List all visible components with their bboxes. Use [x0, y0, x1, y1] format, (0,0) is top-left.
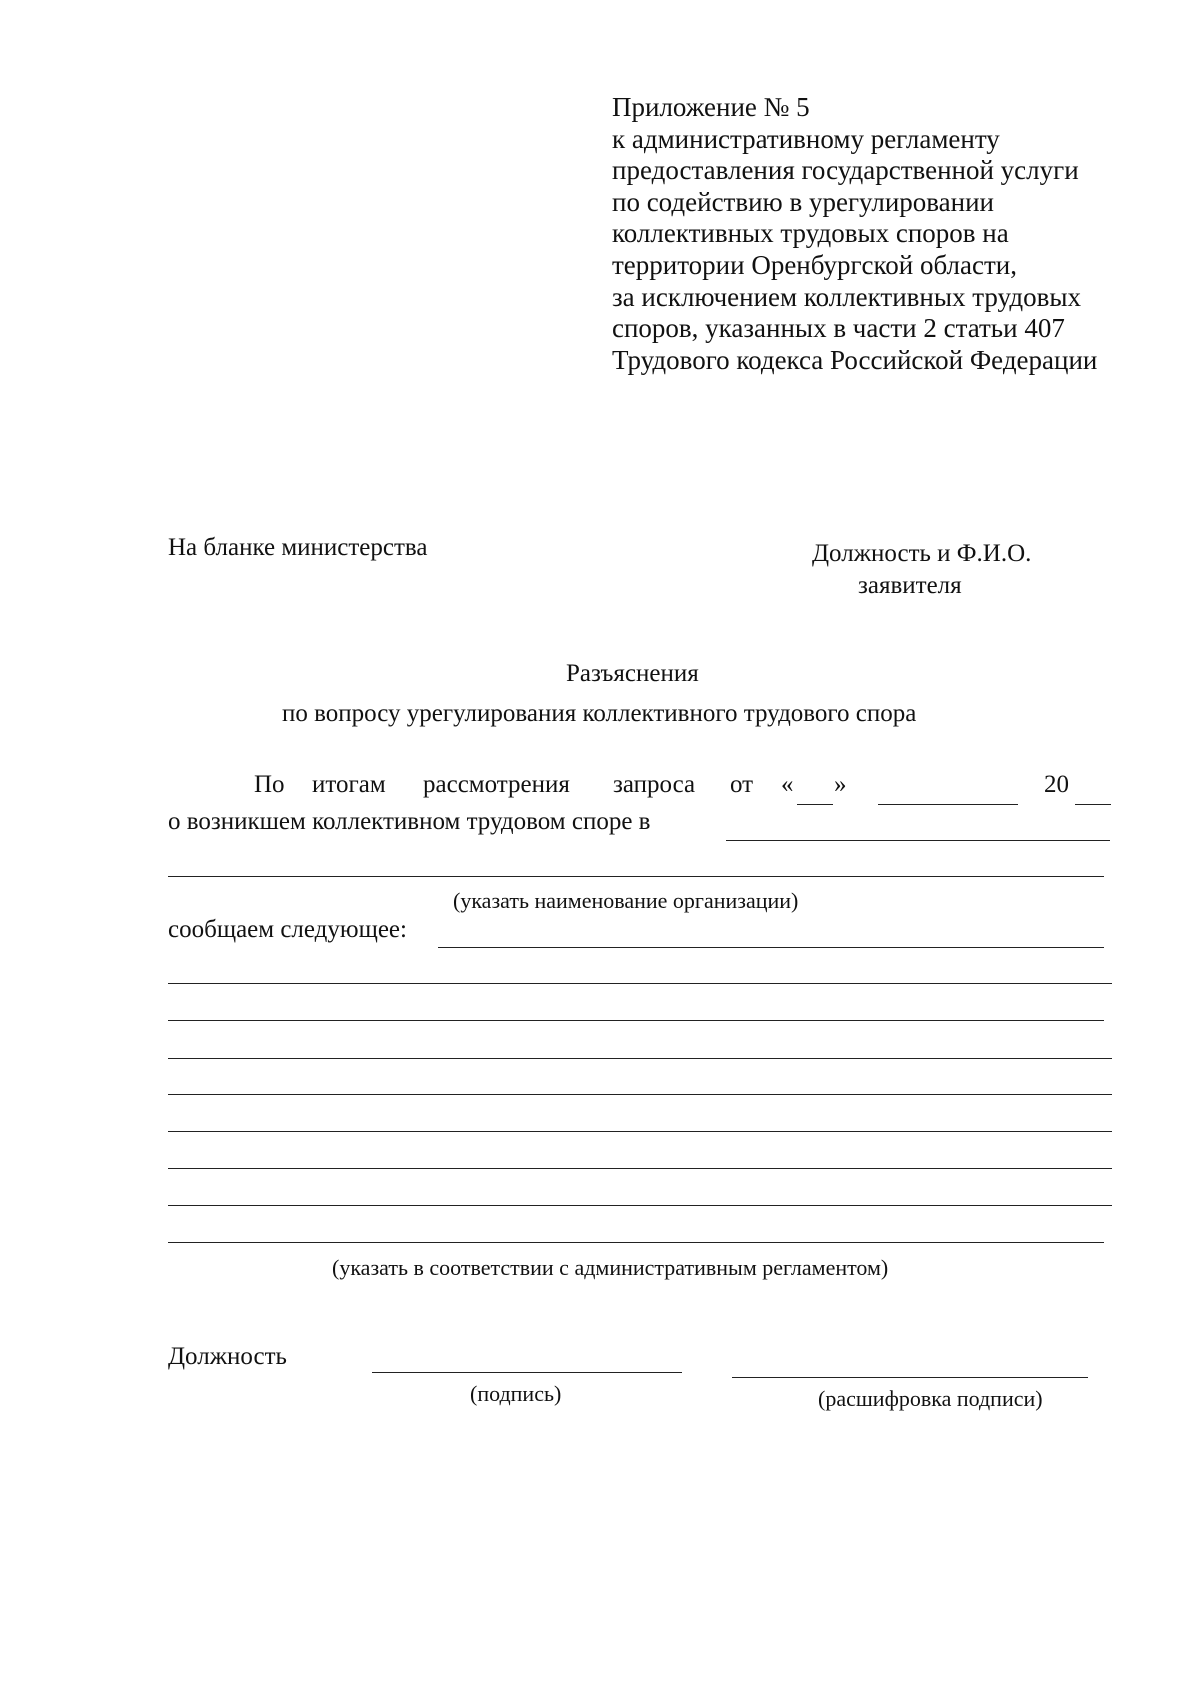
- report-line: [168, 1168, 1112, 1169]
- annex-line: коллективных трудовых споров на: [612, 218, 1009, 249]
- annex-line: к административному регламенту: [612, 123, 1000, 154]
- annex-line: территории Оренбургской области,: [612, 249, 1017, 280]
- addressee-position-name: Должность и Ф.И.О.: [812, 540, 1032, 567]
- regulation-hint: (указать в соответствии с административным регламентом): [332, 1255, 889, 1280]
- annex-line: споров, указанных в части 2 статьи 407: [612, 313, 1065, 344]
- org-name-line: [168, 876, 1104, 877]
- word: рассмотрения: [423, 771, 570, 798]
- addressee-label: заявителя: [858, 572, 962, 599]
- annex-line: Трудового кодекса Российской Федерации: [612, 344, 1098, 375]
- org-field-line: [726, 840, 1110, 841]
- annex-line: за исключением коллективных трудовых: [612, 281, 1081, 312]
- signature-line: [372, 1372, 682, 1373]
- report-line: [168, 1205, 1112, 1206]
- annex-line: предоставления государственной услуги: [612, 155, 1079, 186]
- report-line: [168, 983, 1112, 984]
- report-line: [168, 1131, 1112, 1132]
- year-field-line: [1075, 804, 1111, 805]
- annex-block: [612, 92, 1097, 376]
- signature-decode-hint: (расшифровка подписи): [818, 1386, 1043, 1411]
- word: от: [730, 771, 754, 798]
- report-line: [168, 1094, 1112, 1095]
- report-line: [438, 947, 1104, 948]
- report-line: [168, 1020, 1104, 1021]
- annex-line: Приложение № 5: [612, 92, 810, 122]
- signature-hint: (подпись): [470, 1381, 562, 1406]
- year-prefix: 20: [1044, 771, 1069, 798]
- word: По: [254, 771, 285, 798]
- day-field-line: [797, 804, 833, 805]
- org-hint: (указать наименование организации): [453, 888, 799, 913]
- document-subtitle: по вопросу урегулирования коллективного трудового спора: [282, 700, 917, 727]
- position-label: Должность: [168, 1343, 287, 1370]
- document-title: Разъяснения: [566, 660, 699, 687]
- report-line: [168, 1242, 1104, 1243]
- report-line: [168, 1058, 1112, 1059]
- body-line-2: о возникшем коллективном трудовом споре в: [168, 808, 651, 835]
- signature-decode-line: [732, 1377, 1088, 1378]
- report-label: сообщаем следующее:: [168, 916, 407, 943]
- word: запроса: [613, 771, 696, 798]
- letterhead-note: На бланке министерства: [168, 534, 428, 561]
- month-field-line: [878, 804, 1018, 805]
- quote-close: »: [834, 771, 847, 798]
- annex-line: по содействию в урегулировании: [612, 186, 994, 217]
- word: итогам: [312, 771, 386, 798]
- quote-open: «: [781, 771, 794, 798]
